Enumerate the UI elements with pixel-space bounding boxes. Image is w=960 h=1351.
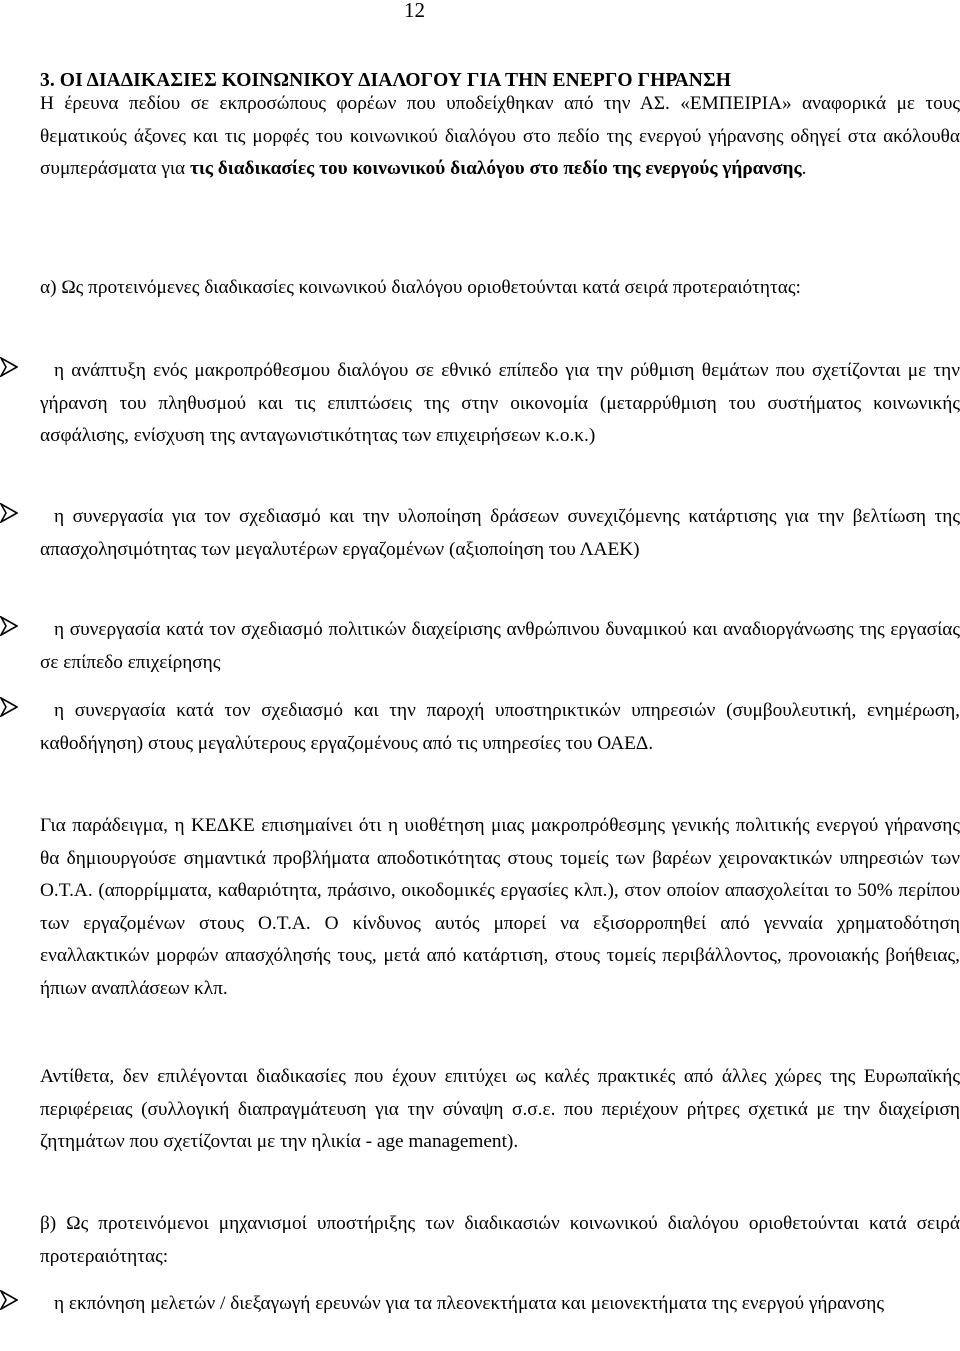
arrowhead-bullet-icon	[0, 697, 18, 717]
section-heading: 3. ΟΙ ΔΙΑΔΙΚΑΣΙΕΣ ΚΟΙΝΩΝΙΚΟΥ ΔΙΑΛΟΓΟΥ ΓΙΑ ΤΗΝ ΕΝΕΡΓΟ ΓΗΡΑΝΣΗ	[40, 70, 732, 91]
arrowhead-bullet-icon	[0, 357, 18, 377]
section-a-intro: α) Ως προτεινόμενες διαδικασίες κοινωνικού διαλόγου οριοθετούνται κατά σειρά προτεραιότητας:	[40, 277, 801, 298]
bullet-text: η συνεργασία κατά τον σχεδιασμό πολιτικών διαχείρισης ανθρώπινου δυναμικού και αναδιοργάνωσης της εργασίας σε επίπεδο επιχείρησης	[40, 619, 960, 673]
intro-end: .	[801, 158, 807, 179]
bullet-text: η συνεργασία κατά τον σχεδιασμό και την παροχή υποστηρικτικών υπηρεσιών (συμβουλευτική, ενημέρωση, καθοδήγηση) στους μεγαλύτερους εργαζομένους από τις υπηρεσίες του ΟΑΕΔ.	[40, 700, 960, 754]
bullet-text: η εκπόνηση μελετών / διεξαγωγή ερευνών για τα πλεονεκτήματα και μειονεκτήματα της ενεργού γήρανσης	[54, 1293, 885, 1314]
page-number: 12	[404, 0, 425, 22]
bullet-text: η ανάπτυξη ενός μακροπρόθεσμου διαλόγου σε εθνικό επίπεδο για την ρύθμιση θεμάτων που σχετίζονται με την γήρανση του πληθυσμού και τις επιπτώσεις της στην οικονομία (μεταρρύθμιση του συστήματος κοινωνικής ασφάλισης, ενίσχυση της ανταγωνιστικότητας των επιχειρήσεων κ.ο.κ.)	[40, 360, 960, 446]
example-paragraph: Για παράδειγμα, η ΚΕΔΚΕ επισημαίνει ότι η υιοθέτηση μιας μακροπρόθεσμης γενικής πολιτικής ενεργού γήρανσης θα δημιουργούσε σημαντικά προβλήματα αποδοτικότητας στους τομείς των βαρέων χειρονακτικών υπηρεσιών των Ο.Τ.Α. (απορρίμματα, καθαριότητα, πράσινο, οικοδομικές εργασίες κλπ.), στον οποίον απασχολείται το 50% περίπου των εργαζομένων στους Ο.Τ.Α. Ο κίνδυνος αυτός μπορεί να εξισορροπηθεί από γενναία χρηματοδότηση εναλλακτικών μορφών απασχόλησής τους, μετά από κατάρτιση, στους τομείς περιβάλλοντος, προνοιακής βοήθειας, ήπιων αναπλάσεων κλπ.	[40, 815, 960, 999]
arrowhead-bullet-icon	[0, 503, 18, 523]
section-b-intro: β) Ως προτεινόμενοι μηχανισμοί υποστήριξης των διαδικασιών κοινωνικού διαλόγου οριοθετούνται κατά σειρά προτεραιότητας:	[40, 1213, 960, 1267]
bullet-text: η συνεργασία για τον σχεδιασμό και την υλοποίηση δράσεων συνεχιζόμενης κατάρτισης για την βελτίωση της απασχολησιμότητας των μεγαλυτέρων εργαζομένων (αξιοποίηση του ΛΑΕΚ)	[40, 506, 960, 560]
contrast-paragraph: Αντίθετα, δεν επιλέγονται διαδικασίες που έχουν επιτύχει ως καλές πρακτικές από άλλες χώρες της Ευρωπαϊκής περιφέρειας (συλλογική διαπραγμάτευση για την σύναψη σ.σ.ε. που περιέχουν ρήτρες σχετικά με την διαχείριση ζητημάτων που σχετίζονται με την ηλικία - age management).	[40, 1066, 960, 1152]
intro-paragraph	[40, 88, 960, 186]
intro-bold-text: τις διαδικασίες του κοινωνικού διαλόγου στο πεδίο της ενεργούς γήρανσης	[189, 158, 802, 179]
arrowhead-bullet-icon	[0, 616, 18, 636]
arrowhead-bullet-icon	[0, 1290, 18, 1310]
intro-text: Η έρευνα πεδίου σε εκπροσώπους φορέων που υποδείχθηκαν από την ΑΣ. «ΕΜΠΕΙΡΙΑ» αναφορικά με τους θεματικούς άξονες και τις μορφές του κοινωνικού διαλόγου στο πεδίο της ενεργού γήρανσης οδηγεί στα ακόλουθα συμπεράσματα για	[40, 93, 960, 179]
